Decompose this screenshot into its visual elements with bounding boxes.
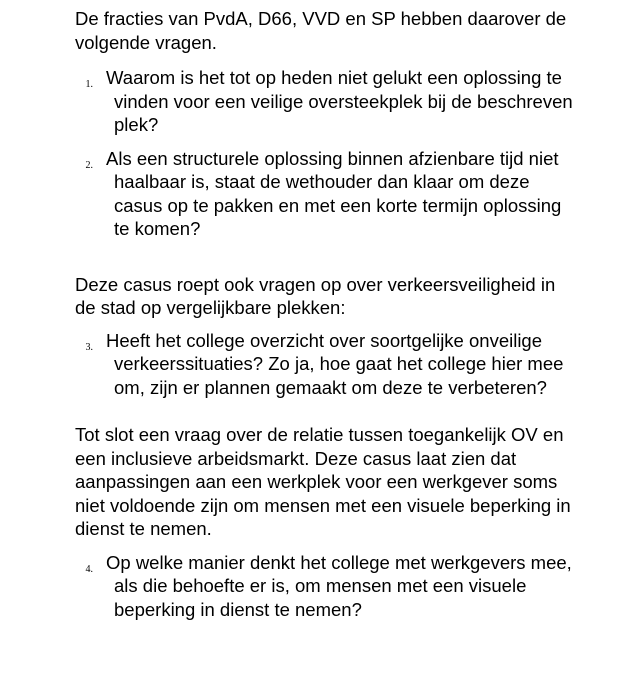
question-item: 1. Waarom is het tot op heden niet gelukt een oplossing te vinden voor een veilige oversteekplek bij de beschreven plek? [85, 67, 573, 135]
question-list-3 [75, 551, 575, 622]
question-item: 2. Als een structurele oplossing binnen afzienbare tijd niet haalbaar is, staat de wethouder dan klaar om deze casus op te pakken en met een korte termijn oplossing te komen? [85, 147, 562, 239]
intro-paragraph: De fracties van PvdA, D66, VVD en SP hebben daarover de volgende vragen. [75, 8, 567, 53]
question-text: Heeft het college overzicht over soortgelijke onveilige verkeerssituaties? Zo ja, hoe gaat het college hier mee om, zijn er plannen gemaakt om deze te verbeteren? [106, 329, 564, 398]
question-item: 4. Op welke manier denkt het college met werkgevers mee, als die behoefte er is, om mensen met een visuele beperking in dienst te nemen? [85, 551, 572, 620]
labour-market-paragraph: Tot slot een vraag over de relatie tussen toegankelijk OV en een inclusieve arbeidsmarkt. Deze casus laat zien dat aanpassingen aan een werkplek voor een werkgever soms niet voldoende zijn om mensen met een visuele beperking in dienst te nemen. [75, 424, 571, 539]
traffic-safety-paragraph: Deze casus roept ook vragen op over verkeersveiligheid in de stad op vergelijkbare plekken: [75, 273, 556, 318]
question-list-2 [75, 329, 575, 400]
question-text: Waarom is het tot op heden niet gelukt een oplossing te vinden voor een veilige oversteekplek bij de beschreven plek? [106, 67, 573, 135]
question-item: 3. Heeft het college overzicht over soortgelijke onveilige verkeerssituaties? Zo ja, hoe gaat het college hier mee om, zijn er plannen gemaakt om deze te verbeteren? [85, 329, 564, 398]
question-list-1 [75, 66, 575, 241]
question-text: Op welke manier denkt het college met werkgevers mee, als die behoefte er is, om mensen met een visuele beperking in dienst te nemen? [106, 551, 572, 620]
question-text: Als een structurele oplossing binnen afzienbare tijd niet haalbaar is, staat de wethouder dan klaar om deze casus op te pakken en met een korte termijn oplossing te komen? [106, 147, 562, 239]
document-page [75, 7, 575, 621]
